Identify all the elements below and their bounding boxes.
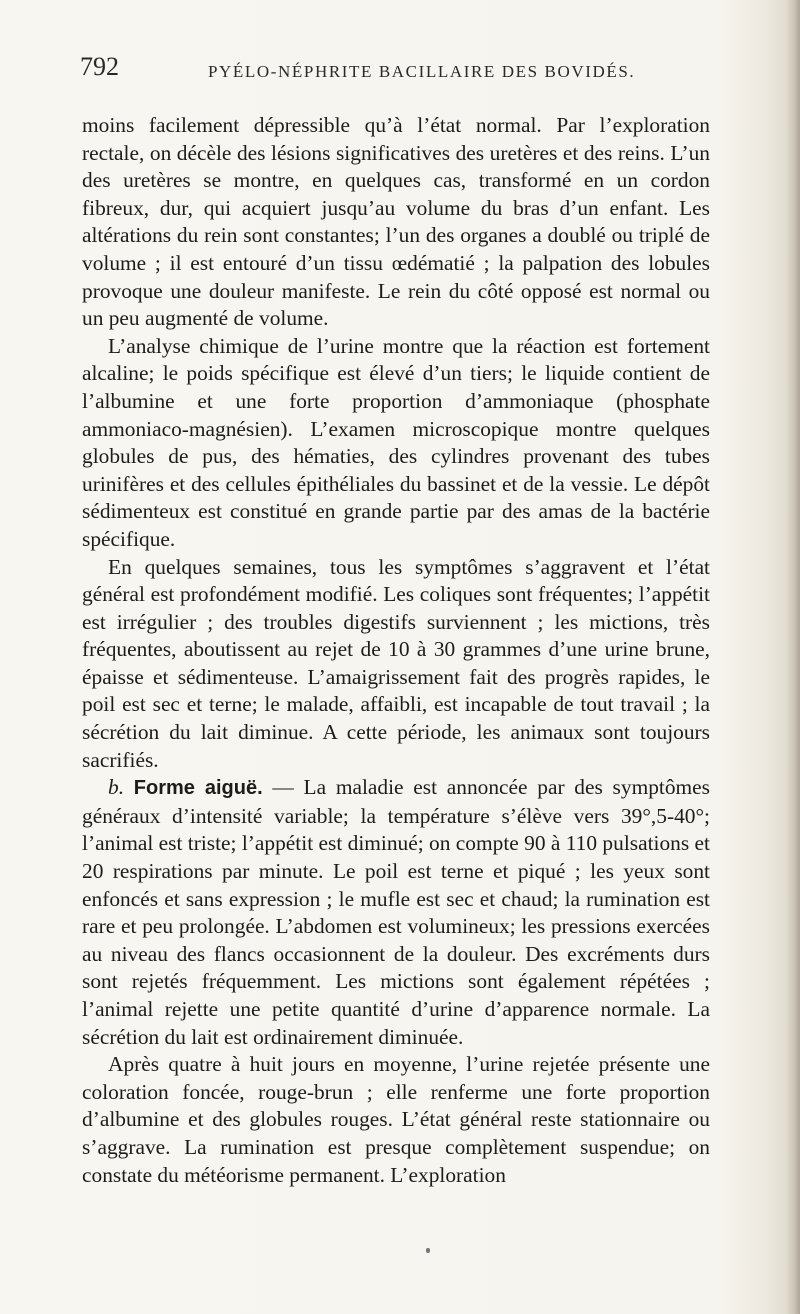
ink-speck — [426, 1248, 430, 1253]
section-title: Forme aiguë. — [133, 777, 263, 800]
section-letter: b. — [108, 775, 125, 800]
paragraph: L’analyse chimique de l’urine montre que la réaction est fortement alcaline; le poids spécifique est élevé d’un tiers; le liquide contient de l’albumine et une forte proportion d’ammoniaque (phosphate ammoniaco-magnésien). L’examen microscopique montre quelques globules de pus, des hématies, des cylindres provenant des tubes urinifères et des cellules épithéliales du bassinet et de la vessie. Le dépôt sédimenteux est constitué en grande partie par des amas de la bactérie spécifique. — [82, 333, 710, 551]
paragraph: En quelques semaines, tous les symptômes s’aggravent et l’état général est profondément modifié. Les coliques sont fréquentes; l’appétit est irrégulier ; des troubles digestifs surviennent ; les mictions, très fréquentes, aboutissent au rejet de 10 à 30 grammes d’une urine brune, épaisse et sédimenteuse. L’amaigrissement fait des progrès rapides, le poil est sec et terne; le malade, affaibli, est incapable de tout travail ; la sécrétion du lait diminue. A cette période, les animaux sont toujours sacrifiés. — [82, 554, 710, 772]
page-number: 792 — [80, 52, 119, 81]
running-title: PYÉLO-NÉPHRITE BACILLAIRE DES BOVIDÉS. — [208, 62, 636, 81]
paragraph: moins facilement dépressible qu’à l’état normal. Par l’exploration rectale, on décèle des lésions significatives des uretères et des reins. L’un des uretères se montre, en quelques cas, transformé en un cordon fibreux, dur, qui acquiert jusqu’au volume du bras d’un enfant. Les altérations du rein sont constantes; l’un des organes a doublé ou triplé de volume ; il est entouré d’un tissu œdématié ; la palpation des lobules provoque une douleur manifeste. Le rein du côté opposé est normal ou un peu augmenté de volume. — [82, 113, 710, 331]
page-edge-shadow — [786, 0, 800, 1314]
page-header — [80, 52, 710, 92]
section-text: — La maladie est annoncée par des symptômes généraux d’intensité variable; la température s’élève vers 39°,5-40°; l’animal est triste; l’appétit est diminué; on compte 90 à 110 pulsations et 20 respirations par minute. Le poil est terne et piqué ; les yeux sont enfoncés et sans expression ; le mufle est sec et chaud; la rumination est rare et peu prolongée. L’abdomen est volumineux; les pressions exercées au niveau des flancs occasionnent de la douleur. Des excréments durs sont rejetés fréquemment. Les mictions sont également répétées ; l’animal rejette une petite quantité d’urine d’apparence normale. La sécrétion du lait est ordinairement diminuée. — [82, 775, 711, 1049]
section-b-paragraph — [82, 774, 710, 1051]
paragraph: Après quatre à huit jours en moyenne, l’urine rejetée présente une coloration foncée, rouge-brun ; elle renferme une forte proportion d’albumine et des globules rouges. L’état général reste stationnaire ou s’aggrave. La rumination est presque complètement suspendue; on constate du météorisme permanent. L’exploration — [82, 1052, 710, 1187]
body-text — [82, 112, 710, 1189]
